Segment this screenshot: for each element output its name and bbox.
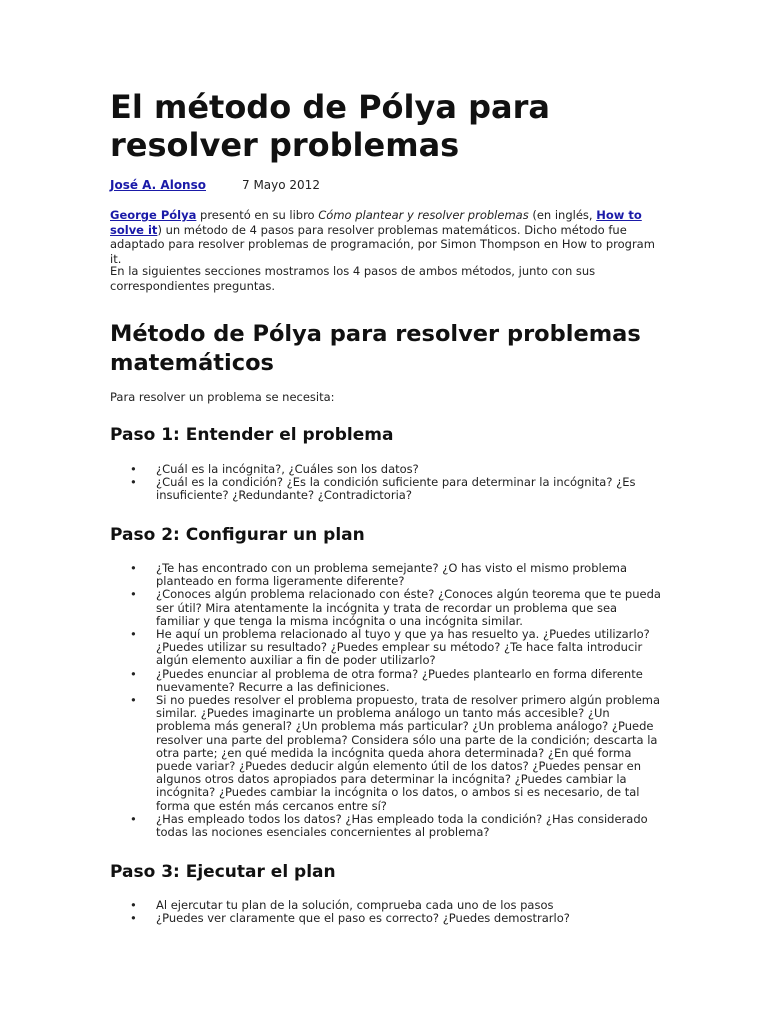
section-heading: Método de Pólya para resolver problemas matemáticos — [110, 321, 641, 376]
how-to-solve-it-link[interactable]: How to solve it — [110, 208, 642, 237]
bullet-icon: • — [130, 561, 137, 575]
list-item: • ¿Puedes enunciar al problema de otra forma? ¿Puedes plantearlo en forma diferente nuevamente? Recurre a las definiciones. — [130, 666, 643, 694]
list-item: • He aquí un problema relacionado al tuyo y que ya has resuelto ya. ¿Puedes utilizarlo? ¿Puedes utilizar su resultado? ¿Puedes emplear su método? ¿Te hace falta introducir algún elemento auxiliar a fin de poder utilizarlo? — [130, 627, 650, 668]
bullet-icon: • — [130, 475, 137, 490]
bullet-icon: • — [130, 666, 137, 681]
step-2-heading: Paso 2: Configurar un plan — [110, 525, 365, 545]
page-title: El método de Pólya para resolver problemas — [110, 88, 550, 164]
polya-link[interactable]: George Pólya — [110, 208, 197, 222]
intro-text-a: presentó en su libro — [196, 208, 319, 222]
list-item: • ¿Cuál es la condición? ¿Es la condición suficiente para determinar la incógnita? ¿Es insuficiente? ¿Redundante? ¿Contradictoria? — [130, 475, 636, 503]
bullet-icon: • — [130, 627, 137, 642]
bullet-icon: • — [130, 587, 137, 602]
step-2-list — [110, 562, 662, 839]
step-3-list — [110, 899, 662, 925]
intro-text-c: ) un método de 4 pasos para resolver problemas matemáticos. Dicho método fue adaptado para resolver problemas de programación, por Simon Thompson en How to program it. — [110, 222, 655, 266]
list-item: • Si no puedes resolver el problema propuesto, trata de resolver primero algún problema similar. ¿Puedes imaginarte un problema análogo un tanto más accesible? ¿Un problema más general? ¿Un problema más particular? ¿Un problema análogo? ¿Puede resolver una parte del problema? Considera sólo una parte de la condición; descarta la otra parte; ¿en qué medida la incógnita queda ahora determinada? ¿En qué forma puede variar? ¿Puedes deducir algún elemento útil de los datos? ¿Puedes pensar en algunos otros datos apropiados para determinar la incógnita? ¿Puedes cambiar la incógnita? ¿Puedes cambiar la incógnita o los datos, o ambos si es necesario, de tal forma que estén más cercanos entre sí? — [130, 693, 661, 813]
author-link[interactable]: José A. Alonso — [110, 178, 206, 192]
list-item: • Al ejercutar tu plan de la solución, comprueba cada uno de los pasos — [130, 898, 554, 912]
step-1-heading: Paso 1: Entender el problema — [110, 425, 394, 445]
section-lead: Para resolver un problema se necesita: — [110, 390, 335, 404]
publish-date: 7 Mayo 2012 — [242, 178, 320, 192]
list-item: • ¿Has empleado todos los datos? ¿Has empleado toda la condición? ¿Has considerado todas las nociones esenciales concernientes al problema? — [130, 811, 648, 840]
step-1-list — [110, 463, 662, 503]
sections-paragraph: En la siguientes secciones mostramos los 4 pasos de ambos métodos, junto con sus correspondientes preguntas. — [110, 264, 596, 293]
book-title: Cómo plantear y resolver problemas — [318, 208, 529, 222]
bullet-icon: • — [130, 462, 137, 476]
bullet-icon: • — [130, 898, 137, 912]
list-item: • ¿Te has encontrado con un problema semejante? ¿O has visto el mismo problema planteado en forma ligeramente diferente? — [130, 561, 628, 589]
byline — [110, 178, 320, 193]
step-3-heading: Paso 3: Ejecutar el plan — [110, 862, 336, 882]
bullet-icon: • — [130, 811, 137, 826]
bullet-icon: • — [130, 693, 137, 708]
list-item: • ¿Puedes ver claramente que el paso es correcto? ¿Puedes demostrarlo? — [130, 911, 570, 926]
list-item: • ¿Cuál es la incógnita?, ¿Cuáles son los datos? — [130, 462, 419, 476]
bullet-icon: • — [130, 911, 137, 926]
intro-paragraph — [110, 208, 655, 266]
intro-text-b: (en inglés, — [528, 208, 597, 222]
list-item: • ¿Conoces algún problema relacionado con éste? ¿Conoces algún teorema que te pueda ser útil? Mira atentamente la incógnita y trata de recordar un problema que sea familiar y que tenga la misma incógnita o una incógnita similar. — [130, 587, 661, 628]
